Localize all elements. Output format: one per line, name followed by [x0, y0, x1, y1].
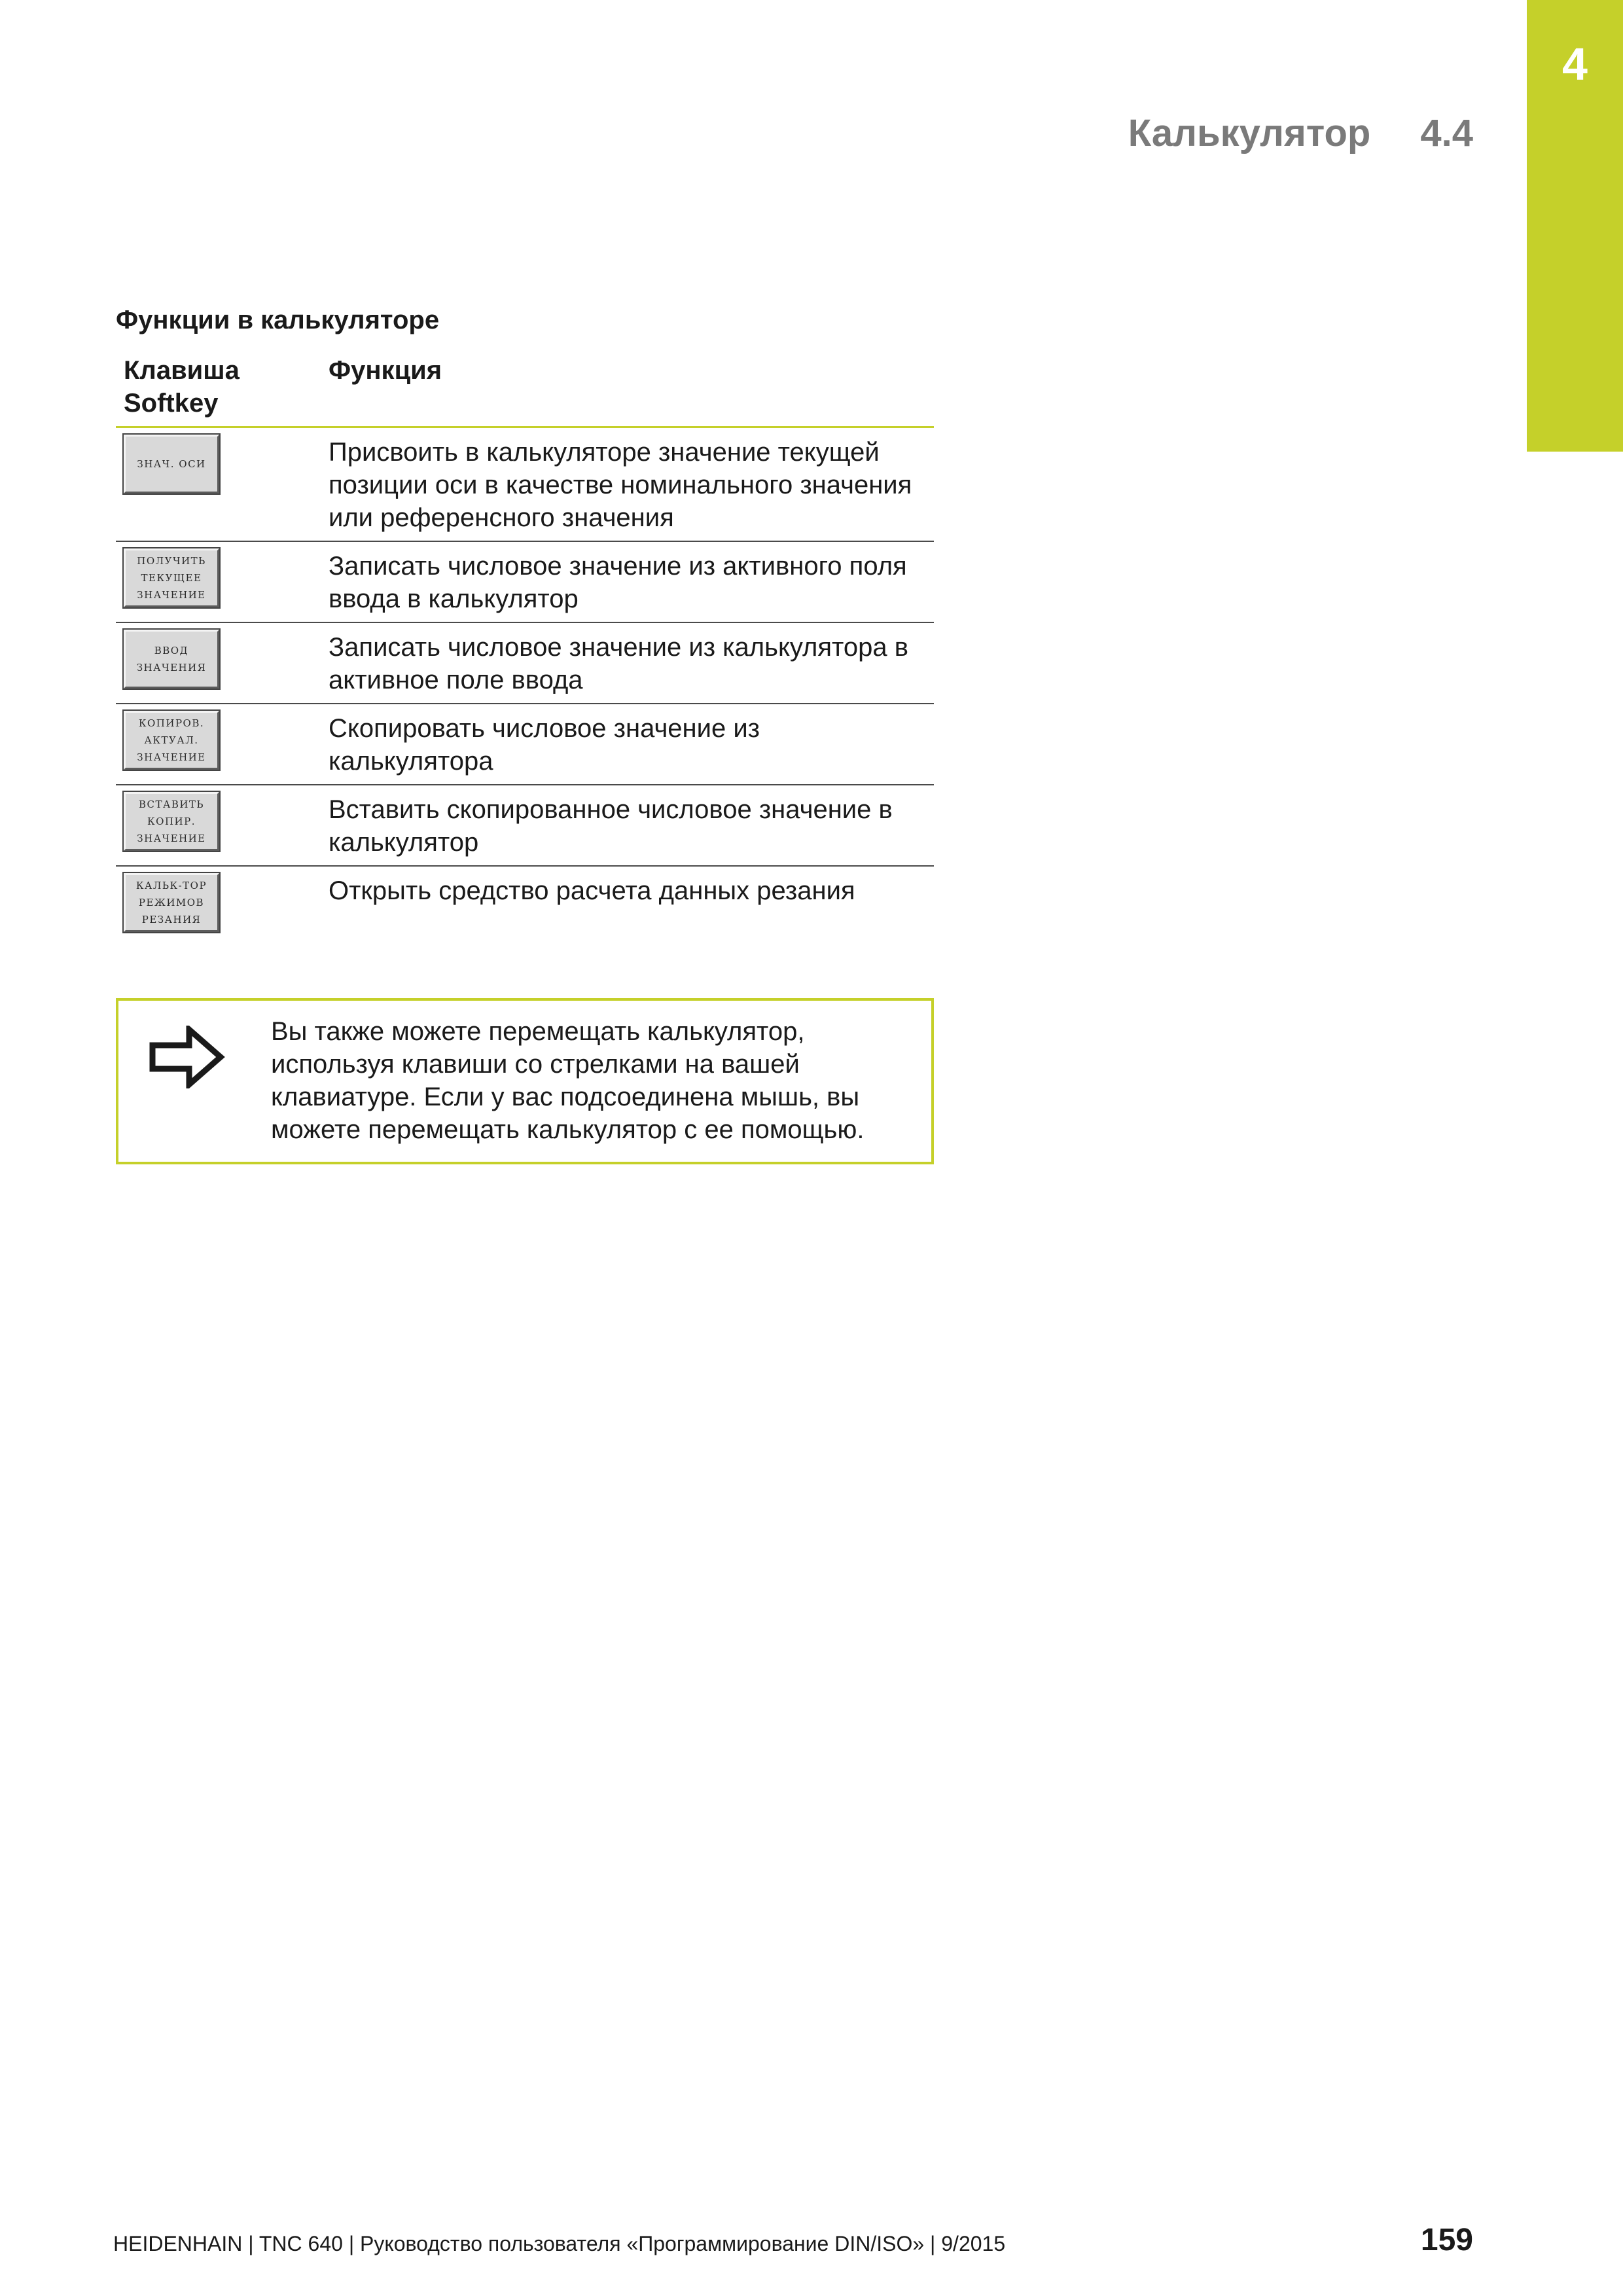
softkey-label-line: ЗНАЧЕНИЕ: [137, 833, 206, 844]
page-number: 159: [1420, 2223, 1473, 2257]
softkey-button[interactable]: [124, 711, 219, 770]
softkey-label-line: ЗНАЧЕНИЯ: [136, 662, 207, 673]
softkey-label-line: ЗНАЧ. ОСИ: [137, 458, 206, 470]
column-header-softkey: [116, 350, 321, 427]
table-row: [116, 866, 934, 937]
function-description: Записать числовое значение из активного поля ввода в калькулятор: [321, 541, 934, 622]
softkey-label-line: АКТУАЛ.: [144, 734, 199, 746]
column-header-softkey-line2: Softkey: [124, 389, 219, 418]
softkey-cell: [116, 704, 321, 785]
table-row: [116, 427, 934, 542]
table-row: [116, 704, 934, 785]
section-title: Функции в калькуляторе: [116, 306, 440, 334]
footer-text: HEIDENHAIN | TNC 640 | Руководство пользователя «Программирование DIN/ISO» | 9/2015: [113, 2232, 1006, 2255]
softkey-label-line: КАЛЬК-ТОР: [135, 880, 207, 891]
note-text: Вы также можете перемещать калькулятор, используя клавиши со стрелками на вашей клавиатуре. Если у вас подсоединена мышь, вы можете перемещать калькулятор с ее помощью.: [271, 1017, 865, 1144]
softkey-button[interactable]: [124, 548, 219, 607]
softkey-label-line: РЕЖИМОВ: [138, 897, 205, 908]
softkey-label-line: КОПИРОВ.: [138, 717, 205, 729]
softkey-label-line: РЕЗАНИЯ: [141, 914, 202, 925]
softkey-button[interactable]: [124, 873, 219, 932]
softkey-label-line: ЗНАЧЕНИЕ: [137, 589, 206, 601]
softkey-label-line: ТЕКУЩЕЕ: [141, 572, 202, 584]
function-description: Открыть средство расчета данных резания: [329, 876, 855, 905]
functions-table: [116, 350, 934, 937]
running-header: [1128, 111, 1473, 155]
softkey-button[interactable]: [124, 435, 219, 493]
table-row: [116, 541, 934, 622]
note-box: [116, 998, 934, 1164]
softkey-label-line: ЗНАЧЕНИЕ: [137, 751, 206, 763]
function-description: Вставить скопированное числовое значение в калькулятор: [321, 785, 934, 866]
softkey-label-line: ПОЛУЧИТЬ: [137, 555, 206, 567]
chapter-tab: [1527, 0, 1623, 452]
column-header-softkey-line1: Клавиша: [124, 356, 240, 385]
section-number: 4.4: [1420, 112, 1473, 154]
softkey-button[interactable]: [124, 630, 219, 689]
softkey-cell: [116, 541, 321, 622]
softkey-button[interactable]: [124, 792, 219, 851]
chapter-title: Калькулятор: [1128, 112, 1371, 154]
table-row: [116, 785, 934, 866]
function-description: Скопировать числовое значение из калькулятора: [321, 704, 934, 785]
arrow-right-outline-icon: [149, 1026, 226, 1092]
softkey-label-line: КОПИР.: [147, 816, 196, 827]
function-description: Присвоить в калькуляторе значение текущей позиции оси в качестве номинального значения или референсного значения: [321, 427, 934, 542]
softkey-cell: [116, 785, 321, 866]
table-header-row: [116, 350, 934, 427]
table-body: [116, 427, 934, 938]
softkey-label-line: ВСТАВИТЬ: [138, 798, 205, 810]
softkey-cell: [116, 427, 321, 542]
table-row: [116, 622, 934, 704]
softkey-cell: [116, 866, 321, 937]
column-header-function: Функция: [321, 350, 934, 427]
softkey-label-line: ВВОД: [154, 645, 189, 656]
softkey-cell: [116, 622, 321, 704]
function-description: Записать числовое значение из калькулятора в активное поле ввода: [321, 622, 934, 704]
chapter-number: 4: [1562, 39, 1588, 90]
